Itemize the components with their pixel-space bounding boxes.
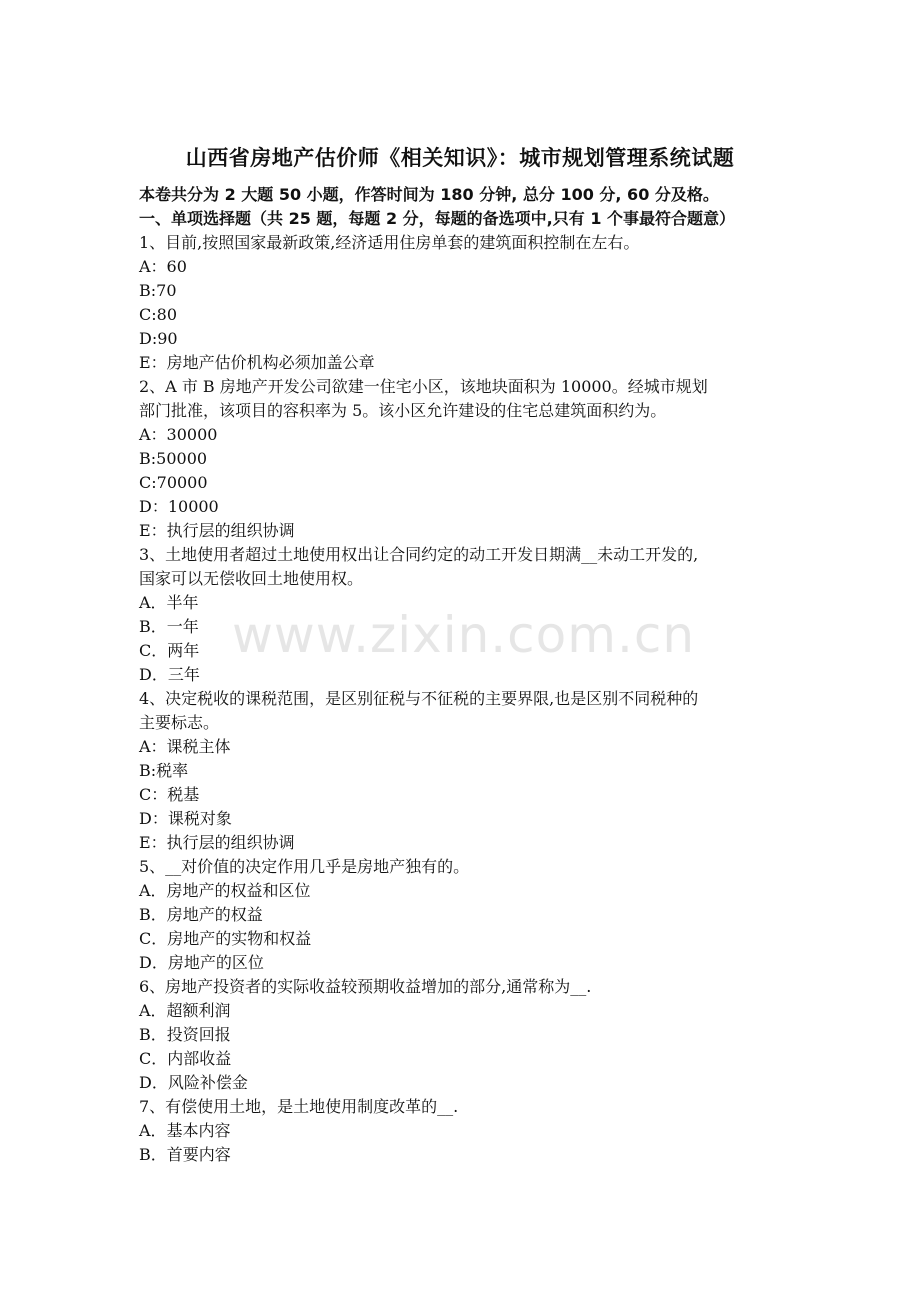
answer-option: C:70000 [139,473,208,492]
answer-option: A：60 [139,257,187,276]
answer-option: A：30000 [139,425,218,444]
question-stem: 部门批准，该项目的容积率为 5。该小区允许建设的住宅总建筑面积约为。 [139,401,667,420]
answer-option: C．房地产的实物和权益 [139,929,312,948]
question-stem: 主要标志。 [139,713,220,732]
answer-option: C．内部收益 [139,1049,232,1068]
question-block [139,855,789,975]
question-stem: 国家可以无偿收回土地使用权。 [139,569,364,588]
answer-option: A．超额利润 [139,1001,231,1020]
question-stem: 2、A 市 B 房地产开发公司欲建一住宅小区，该地块面积为 10000。经城市规划 [139,377,708,396]
answer-option: D：课税对象 [139,809,232,828]
watermark: www.zixin.com.cn [232,606,696,664]
answer-option: B．房地产的权益 [139,905,263,924]
question-stem: 4、决定税收的课税范围，是区别征税与不征税的主要界限,也是区别不同税种的 [139,689,699,708]
question-block [139,687,789,855]
answer-option: C：税基 [139,785,200,804]
answer-option: B．一年 [139,617,199,636]
question-block [139,1095,789,1167]
question-block [139,375,789,543]
answer-option: D．房地产的区位 [139,953,264,972]
answer-option: A．基本内容 [139,1121,231,1140]
question-stem: 7、有偿使用土地，是土地使用制度改革的__. [139,1097,459,1116]
answer-option: E：执行层的组织协调 [139,521,295,540]
answer-option: D:90 [139,329,178,348]
answer-option: B．首要内容 [139,1145,231,1164]
answer-option: D：10000 [139,497,219,516]
question-block [139,231,789,375]
question-stem: 3、土地使用者超过土地使用权出让合同约定的动工开发日期满__未动工开发的, [139,545,699,564]
question-block [139,975,789,1095]
document-body [139,183,789,1167]
answer-option: B．投资回报 [139,1025,231,1044]
answer-option: C:80 [139,305,177,324]
question-stem: 1、目前,按照国家最新政策,经济适用住房单套的建筑面积控制在左右。 [139,233,640,252]
answer-option: A：课税主体 [139,737,231,756]
answer-option: E：执行层的组织协调 [139,833,295,852]
answer-option: D．风险补偿金 [139,1073,248,1092]
answer-option: D．三年 [139,665,200,684]
answer-option: C．两年 [139,641,200,660]
question-stem: 6、房地产投资者的实际收益较预期收益增加的部分,通常称为__. [139,977,592,996]
document-title: 山西省房地产估价师《相关知识》：城市规划管理系统试题 [185,146,735,170]
answer-option: A．房地产的权益和区位 [139,881,311,900]
answer-option: B:税率 [139,761,189,780]
exam-intro: 本卷共分为 2 大题 50 小题，作答时间为 180 分钟, 总分 100 分, 60 分及格。 [139,185,719,204]
section-heading: 一、单项选择题（共 25 题，每题 2 分，每题的备选项中,只有 1 个事最符合题意） [139,209,736,228]
answer-option: E：房地产估价机构必须加盖公章 [139,353,375,372]
answer-option: B:70 [139,281,177,300]
question-stem: 5、__对价值的决定作用几乎是房地产独有的。 [139,857,470,876]
answer-option: B:50000 [139,449,208,468]
answer-option: A．半年 [139,593,199,612]
question-list [139,231,789,1167]
